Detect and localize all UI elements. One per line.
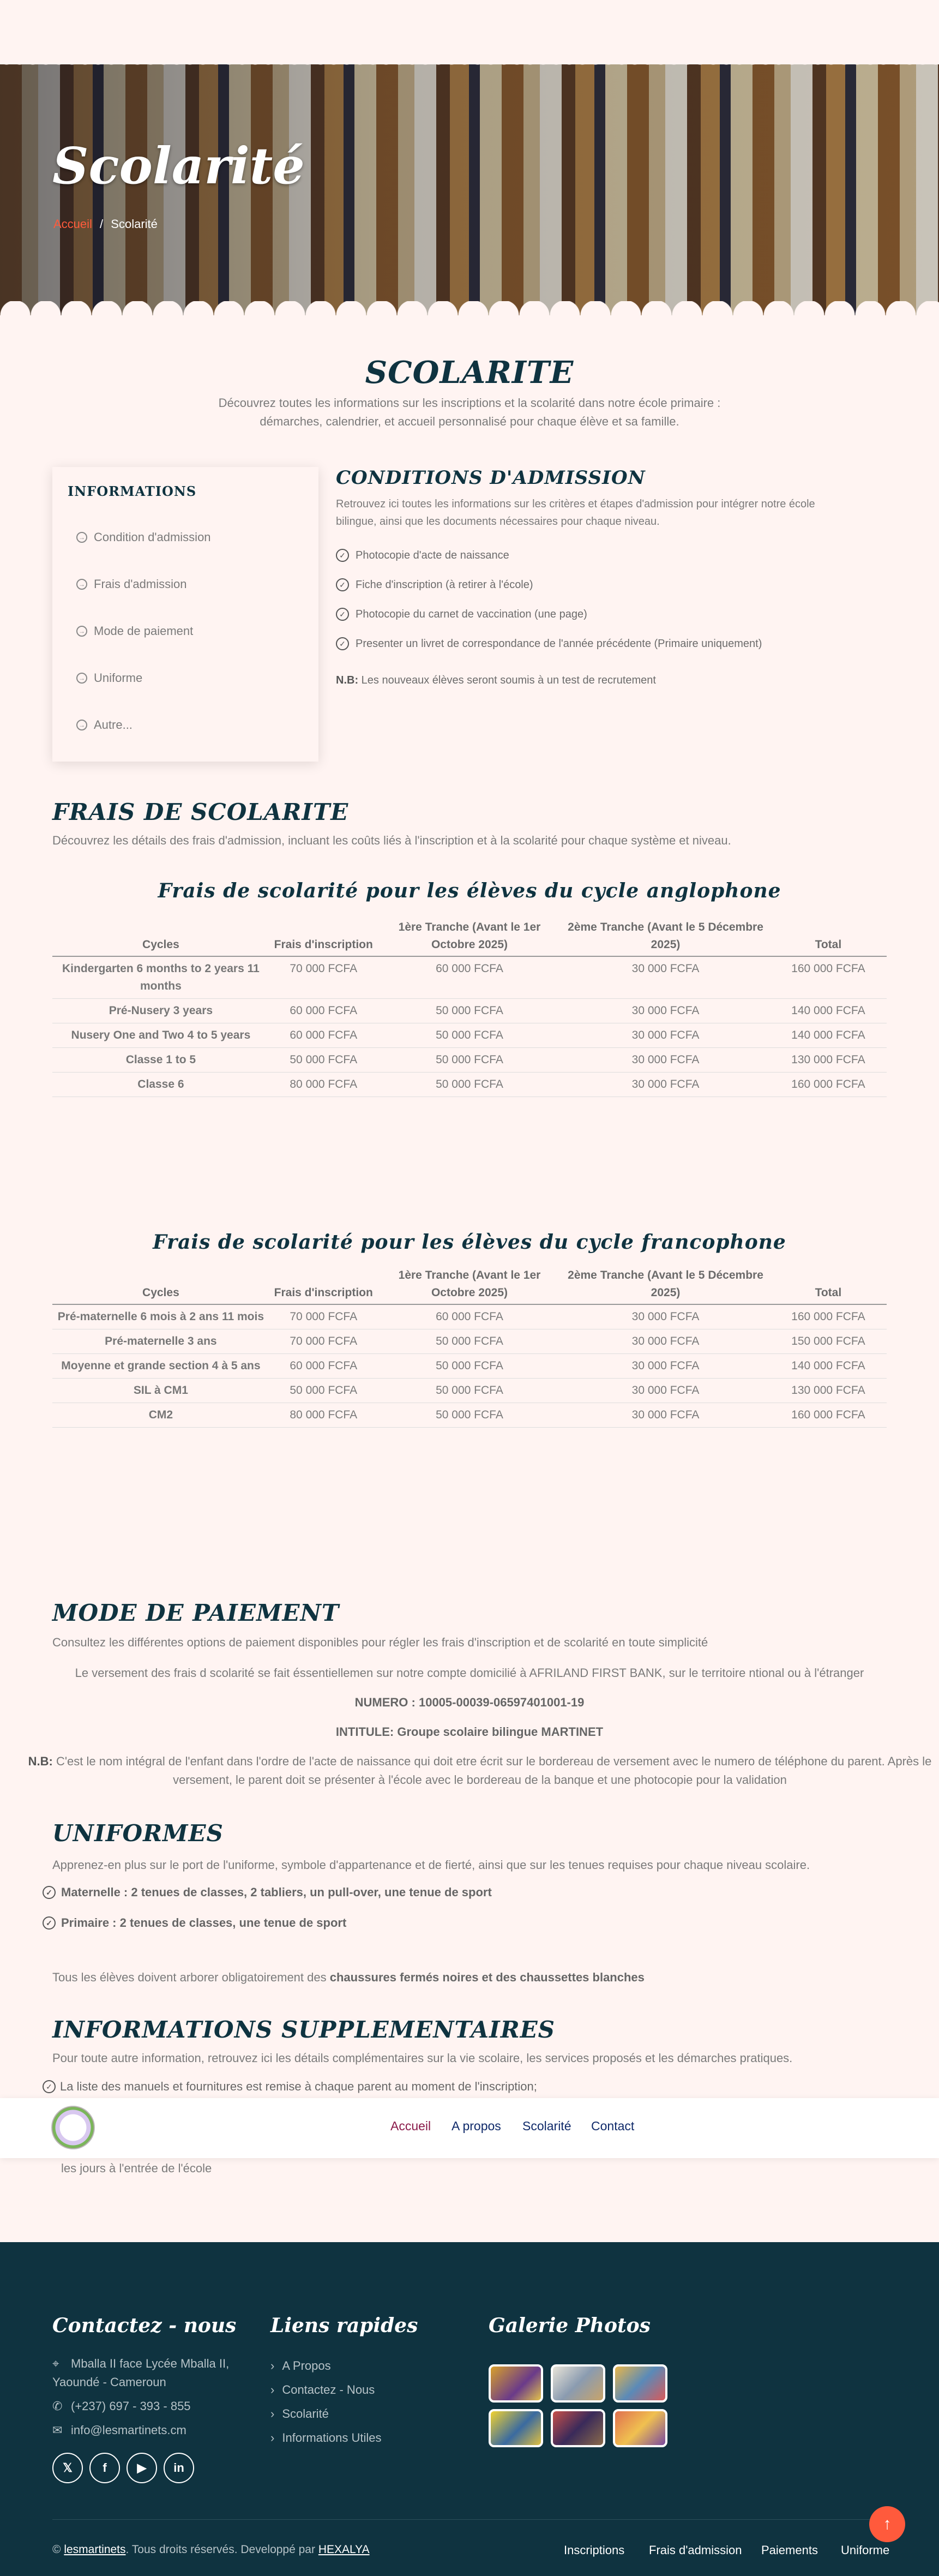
- sticky-navbar: [0, 2098, 939, 2158]
- section-subtitle-uniformes: Apprenez-en plus sur le port de l'uniforme, symbole d'appartenance et de fierté, ainsi que sur les tenues requises pour chaque niveau scolaire.: [52, 1858, 810, 1872]
- table-header-cell: 1ère Tranche (Avant le 1er Octobre 2025): [378, 916, 562, 956]
- footer-quick-links-title: Liens rapides: [270, 2314, 418, 2337]
- fee-cell: 70 000 FCFA: [269, 1304, 378, 1329]
- arrow-circle-icon: →: [76, 532, 87, 543]
- fee-cell: 60 000 FCFA: [378, 956, 562, 999]
- fee-cell: 160 000 FCFA: [770, 1304, 887, 1329]
- table-header-cell: Total: [770, 1265, 887, 1304]
- section-subtitle-frais: Découvrez les détails des frais d'admission, incluant les coûts liés à l'inscription et à la scolarité pour chaque système et niveau.: [52, 834, 731, 847]
- uniform-item: [43, 1885, 492, 1900]
- requirement-text: Photocopie d'acte de naissance: [356, 549, 509, 561]
- footer-link-infos[interactable]: [270, 2429, 382, 2447]
- sidebar-item-frais[interactable]: [76, 577, 186, 591]
- fee-cell: 50 000 FCFA: [378, 1403, 562, 1428]
- nav-link-scolarite[interactable]: Scolarité: [522, 2119, 571, 2133]
- note-emphasis: chaussures fermés noires et des chaussettes blanches: [329, 1970, 645, 1984]
- fee-cell: 50 000 FCFA: [378, 1073, 562, 1097]
- gallery-photo[interactable]: [551, 2409, 605, 2447]
- fee-cell: 50 000 FCFA: [378, 1048, 562, 1073]
- table-header-cell: Cycles: [52, 916, 269, 956]
- fee-cell: 130 000 FCFA: [770, 1379, 887, 1403]
- chevron-right-icon: ›: [270, 2359, 275, 2373]
- footer-bottom-link-frais[interactable]: Frais d'admission: [649, 2543, 742, 2557]
- check-circle-icon: ✓: [336, 549, 349, 562]
- fee-cell: 50 000 FCFA: [269, 1379, 378, 1403]
- section-subtitle-paiement: Consultez les différentes options de paiement disponibles pour régler les frais d'inscription et de scolarité en toute simplicité: [52, 1636, 708, 1649]
- table-header-cell: 2ème Tranche (Avant le 5 Décembre 2025): [561, 1265, 770, 1304]
- page-title: Scolarité: [52, 136, 305, 195]
- nav-link-apropos[interactable]: A propos: [452, 2119, 501, 2133]
- cycle-cell: Pré-maternelle 6 mois à 2 ans 11 mois: [52, 1304, 269, 1329]
- section-title-infos: INFORMATIONS SUPPLEMENTAIRES: [52, 2016, 555, 2043]
- check-circle-icon: ✓: [336, 608, 349, 621]
- sidebar-item-label: Frais d'admission: [94, 577, 187, 591]
- section-subtitle-infos: Pour toute autre information, retrouvez ici les détails complémentaires sur la vie scolaire, les services proposés et les démarches pratiques.: [52, 2051, 793, 2065]
- footer-link-scolarite[interactable]: [270, 2405, 329, 2423]
- school-logo[interactable]: [51, 2106, 95, 2149]
- fee-cell: 30 000 FCFA: [561, 1354, 770, 1379]
- chevron-right-icon: ›: [270, 2431, 275, 2445]
- sidebar-item-uniforme[interactable]: [76, 671, 142, 685]
- breadcrumb-home-link[interactable]: Accueil: [53, 217, 92, 231]
- requirement-text: Photocopie du carnet de vaccination (une page): [356, 608, 587, 620]
- fee-cell: 80 000 FCFA: [269, 1403, 378, 1428]
- section-title-paiement: MODE DE PAIEMENT: [52, 1599, 340, 1626]
- fee-cell: 160 000 FCFA: [770, 1403, 887, 1428]
- youtube-icon[interactable]: ▶: [127, 2453, 157, 2483]
- cycle-cell: Classe 1 to 5: [52, 1048, 269, 1073]
- check-circle-icon: ✓: [336, 578, 349, 591]
- cycle-cell: CM2: [52, 1403, 269, 1428]
- fee-cell: 80 000 FCFA: [269, 1073, 378, 1097]
- address-text: Mballa II face Lycée Mballa II, Yaoundé - Cameroun: [52, 2357, 230, 2389]
- fee-cell: 60 000 FCFA: [269, 1354, 378, 1379]
- table-row: [52, 1073, 887, 1097]
- table-header-cell: 2ème Tranche (Avant le 5 Décembre 2025): [561, 916, 770, 956]
- sidebar-item-label: Autre...: [94, 718, 133, 732]
- payment-account-number: NUMERO : 10005-00039-06597401001-19: [354, 1696, 585, 1709]
- fee-cell: 160 000 FCFA: [770, 956, 887, 999]
- footer: [0, 2242, 939, 2576]
- fee-cell: 70 000 FCFA: [269, 1329, 378, 1354]
- sidebar-item-paiement[interactable]: [76, 624, 193, 638]
- table-header-cell: Frais d'inscription: [269, 1265, 378, 1304]
- breadcrumb-current: Scolarité: [111, 217, 158, 231]
- note-text: C'est le nom intégral de l'enfant dans l'ordre de l'acte de naissance qui doit etre écrit sur le bordereau de versement avec le numero de téléphone du parent. Après le versement, le parent doit se présenter à l'école avec le bordereau de la banque et une photocopie pour la validation: [52, 1754, 932, 1787]
- phone-text: (+237) 697 - 393 - 855: [71, 2399, 191, 2413]
- table-header-cell: Total: [770, 916, 887, 956]
- table-row: [52, 1304, 887, 1329]
- footer-divider: [52, 2519, 887, 2520]
- arrow-up-icon: ↑: [883, 2515, 892, 2533]
- fee-cell: 60 000 FCFA: [269, 1023, 378, 1048]
- footer-email[interactable]: [52, 2421, 186, 2440]
- payment-bank-info: Le versement des frais d scolarité se fait éssentiellemen sur notre compte domicilié à AFRILAND FIRST BANK, sur le territoire ntional ou à l'étranger: [75, 1666, 864, 1680]
- cycle-cell: Moyenne et grande section 4 à 5 ans: [52, 1354, 269, 1379]
- note-text: Tous les élèves doivent arborer obligatoirement des: [52, 1970, 330, 1984]
- check-circle-icon: ✓: [43, 1886, 56, 1899]
- requirement-text: Fiche d'inscription (à retirer à l'école): [356, 578, 533, 591]
- table-header-cell: Frais d'inscription: [269, 916, 378, 956]
- footer-bottom-link-paiements[interactable]: Paiements: [761, 2543, 818, 2557]
- admission-note: [336, 674, 656, 687]
- table-row: [52, 999, 887, 1023]
- info-text: La liste des manuels et fournitures est remise à chaque parent au moment de l'inscription;: [60, 2080, 537, 2093]
- footer-link-label: A Propos: [282, 2359, 331, 2373]
- section-title-admission: CONDITIONS D'ADMISSION: [336, 467, 646, 489]
- fee-cell: 30 000 FCFA: [561, 1048, 770, 1073]
- arrow-circle-icon: →: [76, 720, 87, 730]
- cycle-cell: Pré-Nusery 3 years: [52, 999, 269, 1023]
- gallery-photo[interactable]: [613, 2409, 667, 2447]
- section-title-frais: FRAIS DE SCOLARITE: [52, 799, 349, 825]
- payment-account-holder: INTITULE: Groupe scolaire bilingue MARTINET: [335, 1725, 604, 1739]
- section-title-scolarite: SCOLARITE: [365, 355, 574, 391]
- uniform-item: [43, 1916, 346, 1930]
- fee-cell: 140 000 FCFA: [770, 1354, 887, 1379]
- fee-cell: 50 000 FCFA: [378, 999, 562, 1023]
- fee-cell: 50 000 FCFA: [378, 1379, 562, 1403]
- footer-phone[interactable]: [52, 2397, 191, 2416]
- footer-gallery-title: Galerie Photos: [489, 2314, 651, 2337]
- table-row: [52, 1354, 887, 1379]
- note-label: N.B:: [28, 1754, 53, 1768]
- table-row: [52, 1379, 887, 1403]
- table-row: [52, 1048, 887, 1073]
- cycle-cell: Classe 6: [52, 1073, 269, 1097]
- table-header-cell: Cycles: [52, 1265, 269, 1304]
- phone-icon: ✆: [52, 2399, 63, 2413]
- fee-cell: 60 000 FCFA: [378, 1304, 562, 1329]
- requirement-item: [336, 578, 533, 591]
- sidebar-item-label: Condition d'admission: [94, 530, 211, 544]
- uniform-text: Maternelle : 2 tenues de classes, 2 tabliers, un pull-over, une tenue de sport: [61, 1885, 492, 1899]
- footer-contact-title: Contactez - nous: [52, 2314, 237, 2337]
- envelope-icon: ✉: [52, 2423, 63, 2437]
- requirement-item: [336, 637, 762, 650]
- fee-cell: 30 000 FCFA: [561, 999, 770, 1023]
- fees-table-francophone: [52, 1265, 887, 1428]
- table-title-anglophone: Frais de scolarité pour les élèves du cycle anglophone: [158, 879, 781, 902]
- table-row: [52, 1403, 887, 1428]
- brand-link[interactable]: lesmartinets: [64, 2543, 126, 2556]
- sidebar-item-autre[interactable]: [76, 718, 133, 732]
- check-circle-icon: ✓: [43, 2080, 56, 2093]
- info-item: [43, 2080, 537, 2094]
- fee-cell: 140 000 FCFA: [770, 999, 887, 1023]
- admission-intro: Retrouvez ici toutes les informations sur les critères et étapes d'admission pour intégrer notre école bilingue, ainsi que les documents nécessaires pour chaque niveau.: [336, 498, 815, 528]
- cycle-cell: Kindergarten 6 months to 2 years 11 months: [52, 956, 269, 999]
- table-header-cell: 1ère Tranche (Avant le 1er Octobre 2025): [378, 1265, 562, 1304]
- table-row: [52, 956, 887, 999]
- fee-cell: 30 000 FCFA: [561, 1403, 770, 1428]
- gallery-photo[interactable]: [551, 2364, 605, 2403]
- requirement-text: Presenter un livret de correspondance de l'année précédente (Primaire uniquement): [356, 637, 762, 650]
- sidebar-item-label: Mode de paiement: [94, 624, 194, 638]
- cycle-cell: Pré-maternelle 3 ans: [52, 1329, 269, 1354]
- arrow-circle-icon: →: [76, 626, 87, 637]
- requirement-item: [336, 608, 587, 621]
- payment-note: [22, 1752, 938, 1789]
- fee-cell: 130 000 FCFA: [770, 1048, 887, 1073]
- nav-link-accueil[interactable]: Accueil: [390, 2119, 431, 2133]
- developer-link[interactable]: HEXALYA: [318, 2543, 370, 2556]
- twitter-icon[interactable]: 𝕏: [52, 2453, 83, 2483]
- fee-cell: 30 000 FCFA: [561, 1379, 770, 1403]
- arrow-circle-icon: →: [76, 673, 87, 684]
- sidebar-item-admission[interactable]: [76, 530, 211, 544]
- check-circle-icon: ✓: [336, 637, 349, 650]
- scroll-to-top-button[interactable]: [869, 2506, 905, 2542]
- map-pin-icon: ⌖: [52, 2357, 59, 2370]
- fee-cell: 50 000 FCFA: [378, 1354, 562, 1379]
- section-subtitle-scolarite: Découvrez toutes les informations sur les inscriptions et la scolarité dans notre école primaire : démarches, calendrier, et accueil personnalisé pour chaque élève et sa famille.: [218, 396, 721, 428]
- fee-cell: 60 000 FCFA: [269, 999, 378, 1023]
- gallery-photo[interactable]: [489, 2409, 543, 2447]
- sidebar-title: INFORMATIONS: [68, 483, 197, 499]
- copyright-text: . Tous droits réservés. Developpé par: [125, 2543, 318, 2556]
- fee-cell: 50 000 FCFA: [269, 1048, 378, 1073]
- cycle-cell: Nusery One and Two 4 to 5 years: [52, 1023, 269, 1048]
- fee-cell: 30 000 FCFA: [561, 1304, 770, 1329]
- hero-scallop-bottom: [0, 301, 939, 315]
- table-row: [52, 1023, 887, 1048]
- copyright: [52, 2543, 370, 2556]
- chevron-right-icon: ›: [270, 2383, 275, 2397]
- footer-link-label: Contactez - Nous: [282, 2383, 375, 2397]
- fee-cell: 30 000 FCFA: [561, 1023, 770, 1048]
- footer-bottom-link-uniforme[interactable]: Uniforme: [841, 2543, 890, 2557]
- uniform-note: [52, 1968, 645, 1987]
- sidebar-item-label: Uniforme: [94, 671, 143, 685]
- footer-link-label: Scolarité: [282, 2407, 329, 2421]
- fee-cell: 30 000 FCFA: [561, 956, 770, 999]
- fee-cell: 50 000 FCFA: [378, 1023, 562, 1048]
- hero-scallop-top: [0, 64, 939, 71]
- footer-link-contact[interactable]: [270, 2381, 375, 2399]
- fee-cell: 140 000 FCFA: [770, 1023, 887, 1048]
- footer-address: [52, 2355, 249, 2392]
- email-text: info@lesmartinets.cm: [71, 2423, 186, 2437]
- footer-link-label: Informations Utiles: [282, 2431, 382, 2445]
- check-circle-icon: ✓: [43, 1916, 56, 1930]
- gallery-photo[interactable]: [489, 2364, 543, 2403]
- info-text-continued: les jours à l'entrée de l'école: [61, 2161, 212, 2175]
- note-label: N.B:: [336, 674, 359, 686]
- facebook-icon[interactable]: f: [89, 2453, 120, 2483]
- fee-cell: 150 000 FCFA: [770, 1329, 887, 1354]
- table-row: [52, 1329, 887, 1354]
- nav-link-contact[interactable]: Contact: [591, 2119, 635, 2133]
- footer-link-apropos[interactable]: [270, 2357, 331, 2375]
- breadcrumb-separator: /: [100, 217, 104, 231]
- section-title-uniformes: UNIFORMES: [52, 1820, 224, 1847]
- fee-cell: 50 000 FCFA: [378, 1329, 562, 1354]
- uniform-text: Primaire : 2 tenues de classes, une tenue de sport: [61, 1916, 347, 1930]
- gallery-photo[interactable]: [613, 2364, 667, 2403]
- copyright-symbol: ©: [52, 2543, 64, 2556]
- linkedin-icon[interactable]: in: [164, 2453, 194, 2483]
- chevron-right-icon: ›: [270, 2407, 275, 2421]
- table-title-francophone: Frais de scolarité pour les élèves du cycle francophone: [153, 1231, 786, 1254]
- requirement-item: [336, 549, 509, 562]
- fee-cell: 70 000 FCFA: [269, 956, 378, 999]
- arrow-circle-icon: →: [76, 579, 87, 590]
- fee-cell: 160 000 FCFA: [770, 1073, 887, 1097]
- breadcrumb: [53, 217, 158, 231]
- fee-cell: 30 000 FCFA: [561, 1073, 770, 1097]
- note-text: Les nouveaux élèves seront soumis à un test de recrutement: [358, 674, 656, 686]
- hero-banner: [0, 64, 939, 315]
- fees-table-anglophone: [52, 916, 887, 1097]
- fee-cell: 30 000 FCFA: [561, 1329, 770, 1354]
- cycle-cell: SIL à CM1: [52, 1379, 269, 1403]
- footer-bottom-link-inscriptions[interactable]: Inscriptions: [564, 2543, 625, 2557]
- info-sidebar: [52, 467, 318, 762]
